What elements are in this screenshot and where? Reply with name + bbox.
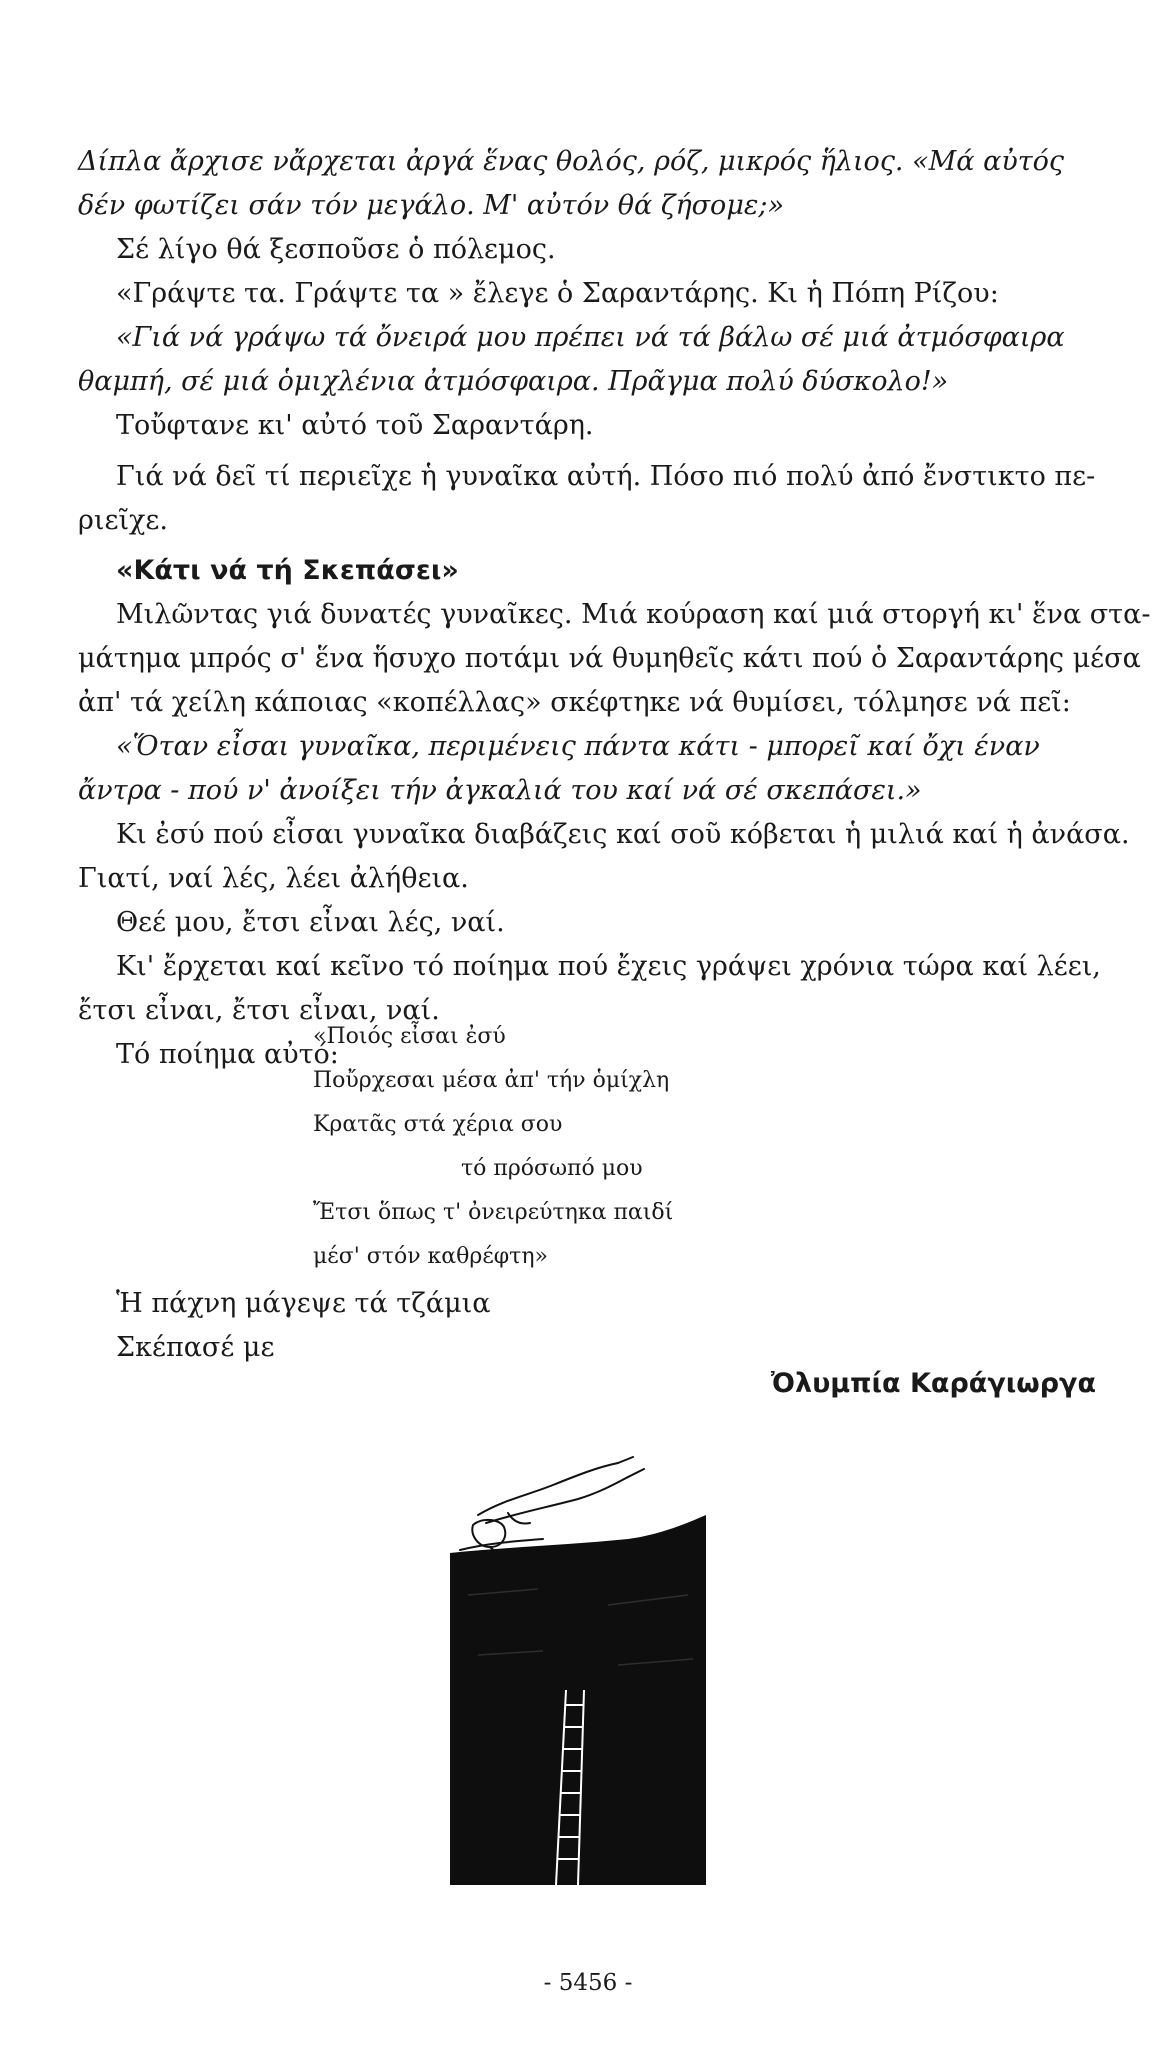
text-line: ἀπ' τά χείλη κάποιας «κοπέλλας» σκέφτηκε νά θυμίσει, τόλμησε νά πεῖ: (78, 687, 1071, 718)
text-line: θαμπή, σέ μιά ὁμιχλένια ἀτμόσφαιρα. Πρᾶγμα πολύ δύσκολο!» (78, 366, 949, 397)
text-line: Σέ λίγο θά ξεσποῦσε ὁ πόλεμος. (116, 234, 556, 265)
text-line: μάτημα μπρός σ' ἕνα ἥσυχο ποτάμι νά θυμηθεῖς κάτι πού ὁ Σαραντάρης μέσα (78, 643, 1141, 674)
text-line: Τό ποίημα αὐτό: (116, 1039, 339, 1070)
closing-line: Σκέπασέ με (116, 1332, 275, 1363)
text-line: Κι ἐσύ πού εἶσαι γυναῖκα διαβάζεις καί σοῦ κόβεται ἡ μιλιά καί ἡ ἀνάσα. (116, 819, 1130, 850)
poem-line: «Ποιός εἶσαι ἐσύ (313, 1024, 506, 1049)
poem-block (313, 1015, 673, 1279)
poem-line: Ἔτσι ὅπως τ' ὀνειρεύτηκα παιδί (313, 1200, 674, 1225)
closing-lines (116, 1282, 490, 1370)
text-line: Κι' ἔρχεται καί κεῖνο τό ποίημα πού ἔχεις γράψει χρόνια τώρα καί λέει, (116, 951, 1101, 982)
text-line: «Ὅταν εἶσαι γυναῖκα, περιμένεις πάντα κάτι - μπορεῖ καί ὄχι έναν (116, 731, 1040, 762)
ink-illustration (448, 1455, 708, 1885)
author-signature: Ὀλυμπία Καράγιωργα (770, 1368, 1096, 1399)
poem-line: Κρατᾶς στά χέρια σου (313, 1112, 563, 1137)
page-number: - 5456 - (543, 1970, 633, 1996)
text-line: Θεέ μου, ἔτσι εἶναι λές, ναί. (116, 907, 505, 938)
text-line: δέν φωτίζει σάν τόν μεγάλο. Μ' αὐτόν θά ζήσομε;» (78, 190, 784, 221)
poem-line: τό πρόσωπό μου (461, 1156, 643, 1181)
closing-line: Ἡ πάχνη μάγεψε τά τζάμια (116, 1288, 491, 1319)
poem-line: Ποὔρχεσαι μέσα ἀπ' τήν ὁμίχλη (313, 1068, 670, 1093)
poem-line: μέσ' στόν καθρέφτη» (313, 1244, 548, 1269)
text-line: Τοὔφτανε κι' αὐτό τοῦ Σαραντάρη. (116, 410, 594, 441)
text-line: Μιλῶντας γιά δυνατές γυναῖκες. Μιά κούραση καί μιά στοργή κι' ἕνα στα- (116, 599, 1151, 630)
body-text (78, 140, 1151, 1077)
text-line: Γιατί, ναί λές, λέει ἀλήθεια. (78, 863, 469, 894)
section-heading: «Κάτι νά τή Σκεπάσει» (116, 555, 459, 586)
text-line: Γιά νά δεῖ τί περιεῖχε ἡ γυναῖκα αὐτή. Πόσο πιό πολύ ἀπό ἔνστικτο πε- (116, 461, 1096, 492)
text-line: ριεῖχε. (78, 505, 168, 536)
text-line: Δίπλα ἄρχισε νἄρχεται ἀργά ἕνας θολός, ρόζ, μικρός ἥλιος. «Μά αὐτός (78, 146, 1065, 177)
text-line: ἔτσι εἶναι, ἔτσι εἶναι, ναί. (78, 995, 440, 1026)
text-line: ἄντρα - πού ν' ἀνοίξει τήν ἀγκαλιά του καί νά σέ σκεπάσει.» (78, 775, 922, 806)
text-line: «Γράψτε τα. Γράψτε τα » ἔλεγε ὁ Σαραντάρης. Κι ἡ Πόπη Ρίζου: (116, 278, 999, 309)
text-line: «Γιά νά γράψω τά ὄνειρά μου πρέπει νά τά βάλω σέ μιά ἀτμόσφαιρα (116, 322, 1065, 353)
